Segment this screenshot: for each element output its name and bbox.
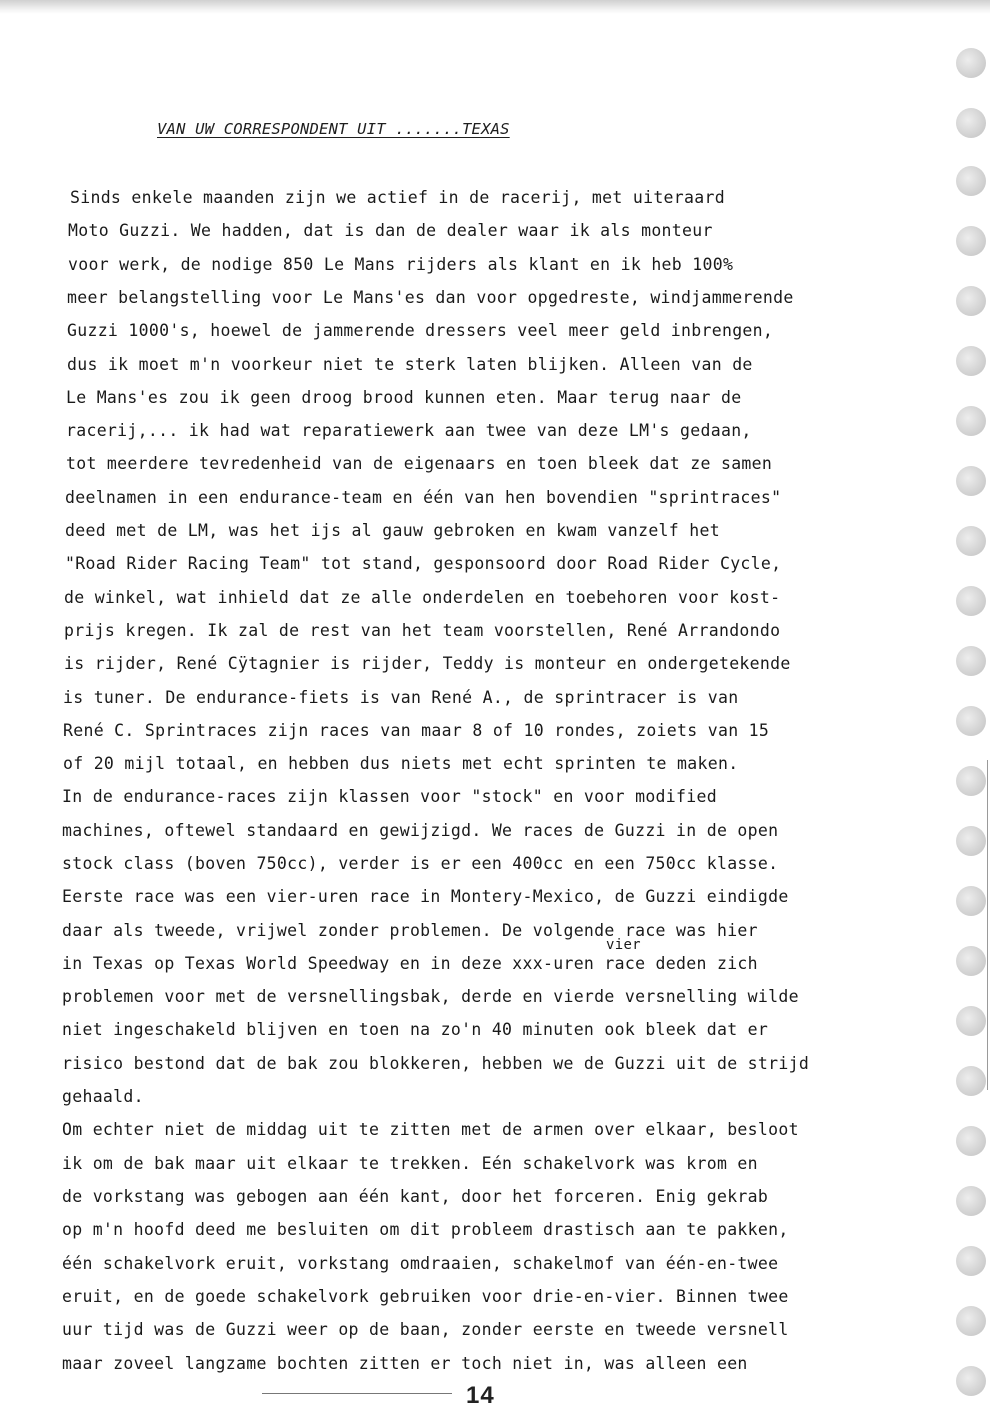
text-line: daar als tweede, vrijwel zonder problemen. De volgende race was hier: [62, 921, 758, 940]
text-line: Eerste race was een vier-uren race in Montery-Mexico, de Guzzi eindigde: [62, 887, 789, 906]
text-line: eruit, en de goede schakelvork gebruiken voor drie-en-vier. Binnen twee: [62, 1287, 789, 1306]
text-line: In de endurance-races zijn klassen voor "stock" en voor modified: [62, 787, 717, 806]
text-line: op m'n hoofd deed me besluiten om dit probleem drastisch aan te pakken,: [62, 1220, 789, 1239]
text-line: Moto Guzzi. We hadden, dat is dan de dealer waar ik als monteur: [68, 221, 713, 240]
page-top-edge: [0, 0, 990, 14]
footer-rule: [262, 1393, 452, 1394]
text-line: uur tijd was de Guzzi weer op de baan, zonder eerste en tweede versnell: [62, 1320, 789, 1339]
binder-hole: [956, 346, 986, 376]
binder-hole: [956, 1366, 986, 1396]
binder-holes: [950, 0, 990, 1405]
binder-hole: [956, 1306, 986, 1336]
text-line: niet ingeschakeld blijven en toen na zo'n 40 minuten ook bleek dat er: [62, 1020, 769, 1039]
text-line: "Road Rider Racing Team" tot stand, gesponsoord door Road Rider Cycle,: [65, 554, 782, 573]
text-line: deed met de LM, was het ijs al gauw gebroken en kwam vanzelf het: [65, 521, 720, 540]
binder-hole: [956, 526, 986, 556]
binder-hole: [956, 886, 986, 916]
text-line: machines, oftewel standaard en gewijzigd. We races de Guzzi in de open: [62, 821, 779, 840]
text-line: of 20 mijl totaal, en hebben dus niets met echt sprinten te maken.: [63, 754, 739, 773]
text-line: Sinds enkele maanden zijn we actief in de racerij, met uiteraard: [70, 188, 725, 207]
text-line: deelnamen in een endurance-team en één van hen bovendien "sprintraces": [65, 488, 782, 507]
binder-hole: [956, 766, 986, 796]
binder-hole: [956, 286, 986, 316]
text-line: de winkel, wat inhield dat ze alle onderdelen en toebehoren voor kost-: [64, 588, 781, 607]
text-line: gehaald.: [62, 1087, 144, 1106]
text-line: één schakelvork eruit, vorkstang omdraaien, schakelmof van één-en-twee: [62, 1254, 779, 1273]
binder-hole: [956, 946, 986, 976]
binder-hole: [956, 1066, 986, 1096]
text-line: Le Mans'es zou ik geen droog brood kunnen eten. Maar terug naar de: [66, 388, 742, 407]
binder-hole: [956, 646, 986, 676]
binder-hole: [956, 826, 986, 856]
text-line: tot meerdere tevredenheid van de eigenaars en toen bleek dat ze samen: [66, 454, 773, 473]
text-line: maar zoveel langzame bochten zitten er toch niet in, was alleen een: [62, 1354, 748, 1373]
text-line: is tuner. De endurance-fiets is van René A., de sprintracer is van: [63, 688, 739, 707]
binder-hole: [956, 166, 986, 196]
text-line: prijs kregen. Ik zal de rest van het team voorstellen, René Arrandondo: [64, 621, 781, 640]
text-line: ik om de bak maar uit elkaar te trekken. Eén schakelvork was krom en: [62, 1154, 758, 1173]
text-line: Guzzi 1000's, hoewel de jammerende dressers veel meer geld inbrengen,: [67, 321, 774, 340]
text-line: problemen voor met de versnellingsbak, derde en vierde versnelling wilde: [62, 987, 799, 1006]
binder-hole: [956, 406, 986, 436]
binder-hole: [956, 466, 986, 496]
handwritten-insertion: vier: [606, 937, 641, 953]
page-number: 14: [466, 1382, 495, 1405]
text-line: voor werk, de nodige 850 Le Mans rijders als klant en ik heb 100%: [68, 255, 734, 274]
binder-hole: [956, 1126, 986, 1156]
binder-hole: [956, 586, 986, 616]
text-line: René C. Sprintraces zijn races van maar 8 of 10 rondes, zoiets van 15: [63, 721, 770, 740]
text-line: de vorkstang was gebogen aan één kant, door het forceren. Enig gekrab: [62, 1187, 769, 1206]
binder-hole: [956, 1186, 986, 1216]
text-line: is rijder, René Cÿtagnier is rijder, Teddy is monteur en ondergetekende: [64, 654, 791, 673]
text-line: risico bestond dat de bak zou blokkeren, hebben we de Guzzi uit de strijd: [62, 1054, 810, 1073]
binder-hole: [956, 1246, 986, 1276]
binder-hole: [956, 706, 986, 736]
binder-hole: [956, 226, 986, 256]
document-heading: VAN UW CORRESPONDENT UIT .......TEXAS: [157, 120, 510, 138]
text-line: stock class (boven 750cc), verder is er een 400cc en een 750cc klasse.: [62, 854, 779, 873]
text-line: meer belangstelling voor Le Mans'es dan voor opgedreste, windjammerende: [67, 288, 794, 307]
binder-hole: [956, 48, 986, 78]
text-line: dus ik moet m'n voorkeur niet te sterk laten blijken. Alleen van de: [67, 355, 753, 374]
text-line: Om echter niet de middag uit te zitten met de armen over elkaar, besloot: [62, 1120, 799, 1139]
binder-hole: [956, 108, 986, 138]
text-line: racerij,... ik had wat reparatiewerk aan twee van deze LM's gedaan,: [66, 421, 752, 440]
margin-line: [987, 760, 988, 1090]
binder-hole: [956, 1006, 986, 1036]
text-line: in Texas op Texas World Speedway en in deze xxx-uren race deden zich: [62, 954, 758, 973]
